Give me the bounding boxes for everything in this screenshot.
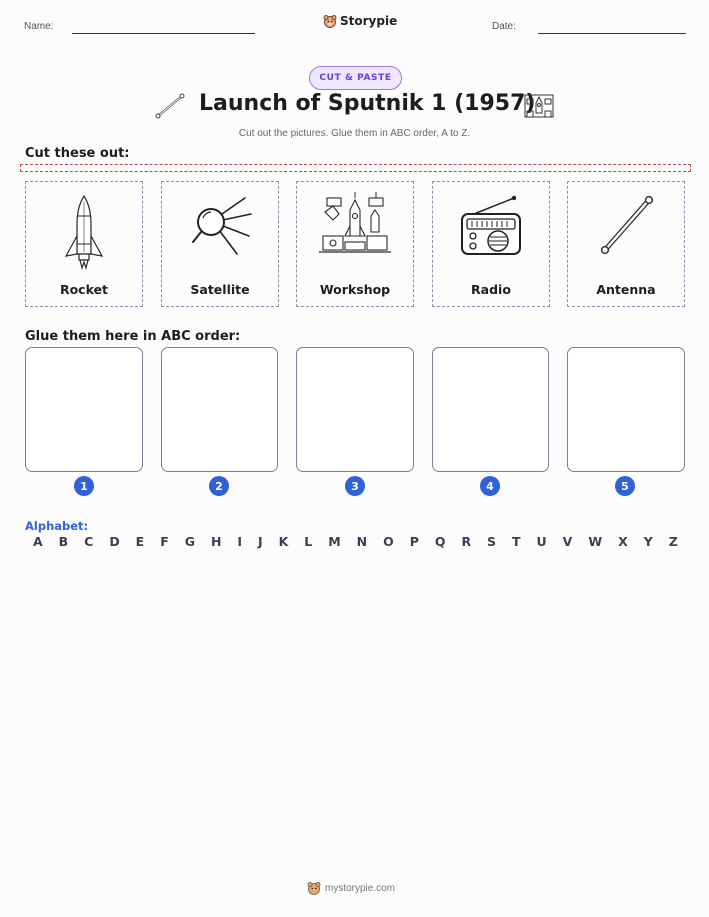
- cut-card-satellite[interactable]: [161, 181, 279, 307]
- alphabet-letter: U: [536, 534, 547, 549]
- date-field-line[interactable]: [538, 33, 686, 34]
- alphabet-letter: F: [160, 534, 169, 549]
- alphabet-letter: Y: [643, 534, 653, 549]
- glue-slot-2[interactable]: [161, 347, 278, 472]
- alphabet-letter: M: [328, 534, 341, 549]
- alphabet-letter: R: [461, 534, 472, 549]
- slot-number-5: 5: [615, 476, 635, 496]
- alphabet-letter: J: [258, 534, 263, 549]
- cut-card-workshop[interactable]: [296, 181, 414, 307]
- name-field-line[interactable]: [72, 33, 255, 34]
- alphabet-heading: Alphabet:: [25, 519, 89, 533]
- brand-logo: [323, 14, 397, 28]
- slot-number-1: 1: [74, 476, 94, 496]
- alphabet-letter: N: [356, 534, 368, 549]
- cut-card-antenna[interactable]: [567, 181, 685, 307]
- footer: [307, 881, 395, 895]
- card-label: Rocket: [59, 282, 109, 297]
- antenna-icon: [154, 92, 186, 120]
- card-label: Radio: [471, 282, 511, 297]
- glue-slot-5[interactable]: [567, 347, 685, 472]
- alphabet-letter: C: [84, 534, 94, 549]
- card-label: Antenna: [596, 282, 656, 297]
- radio-icon: [456, 192, 526, 262]
- workshop-icon: [319, 192, 391, 260]
- slot-number-4: 4: [480, 476, 500, 496]
- alphabet-letter: O: [383, 534, 394, 549]
- alphabet-letter: B: [58, 534, 69, 549]
- cut-card-radio[interactable]: [432, 181, 550, 307]
- alphabet-letter: E: [135, 534, 145, 549]
- alphabet-row: [33, 534, 678, 549]
- instructions: Cut out the pictures. Glue them in ABC order, A to Z.: [238, 128, 471, 139]
- alphabet-letter: D: [109, 534, 120, 549]
- alphabet-letter: Q: [434, 534, 446, 549]
- alphabet-letter: S: [487, 534, 497, 549]
- satellite-icon: [185, 192, 255, 262]
- glue-slot-1[interactable]: [25, 347, 143, 472]
- glue-slot-3[interactable]: [296, 347, 414, 472]
- alphabet-letter: W: [588, 534, 603, 549]
- page-title: Launch of Sputnik 1 (1957): [199, 91, 536, 116]
- alphabet-letter: P: [409, 534, 419, 549]
- cut-line: [20, 164, 691, 172]
- card-label: Satellite: [190, 282, 250, 297]
- alphabet-letter: I: [237, 534, 243, 549]
- alphabet-letter: K: [278, 534, 289, 549]
- brand-name: Storypie: [340, 14, 398, 28]
- antenna-icon: [591, 192, 661, 262]
- alphabet-letter: X: [618, 534, 628, 549]
- alphabet-letter: G: [184, 534, 195, 549]
- glue-section-heading: Glue them here in ABC order:: [25, 329, 241, 344]
- slot-number-3: 3: [345, 476, 365, 496]
- name-label: Name:: [24, 21, 54, 32]
- alphabet-letter: A: [33, 534, 43, 549]
- alphabet-letter: V: [562, 534, 573, 549]
- alphabet-letter: T: [512, 534, 521, 549]
- glue-slot-4[interactable]: [432, 347, 549, 472]
- date-label: Date:: [492, 21, 516, 32]
- storypie-mascot-icon: [307, 881, 321, 895]
- alphabet-letter: H: [210, 534, 222, 549]
- alphabet-letter: Z: [668, 534, 678, 549]
- workshop-icon: [523, 91, 555, 123]
- cut-card-rocket[interactable]: [25, 181, 143, 307]
- footer-url[interactable]: mystorypie.com: [325, 882, 396, 894]
- slot-number-2: 2: [209, 476, 229, 496]
- rocket-icon: [54, 192, 114, 276]
- card-label: Workshop: [319, 282, 391, 297]
- storypie-mascot-icon: [323, 14, 337, 28]
- cut-paste-badge: CUT & PASTE: [309, 66, 402, 90]
- alphabet-letter: L: [304, 534, 313, 549]
- cut-section-heading: Cut these out:: [25, 146, 130, 161]
